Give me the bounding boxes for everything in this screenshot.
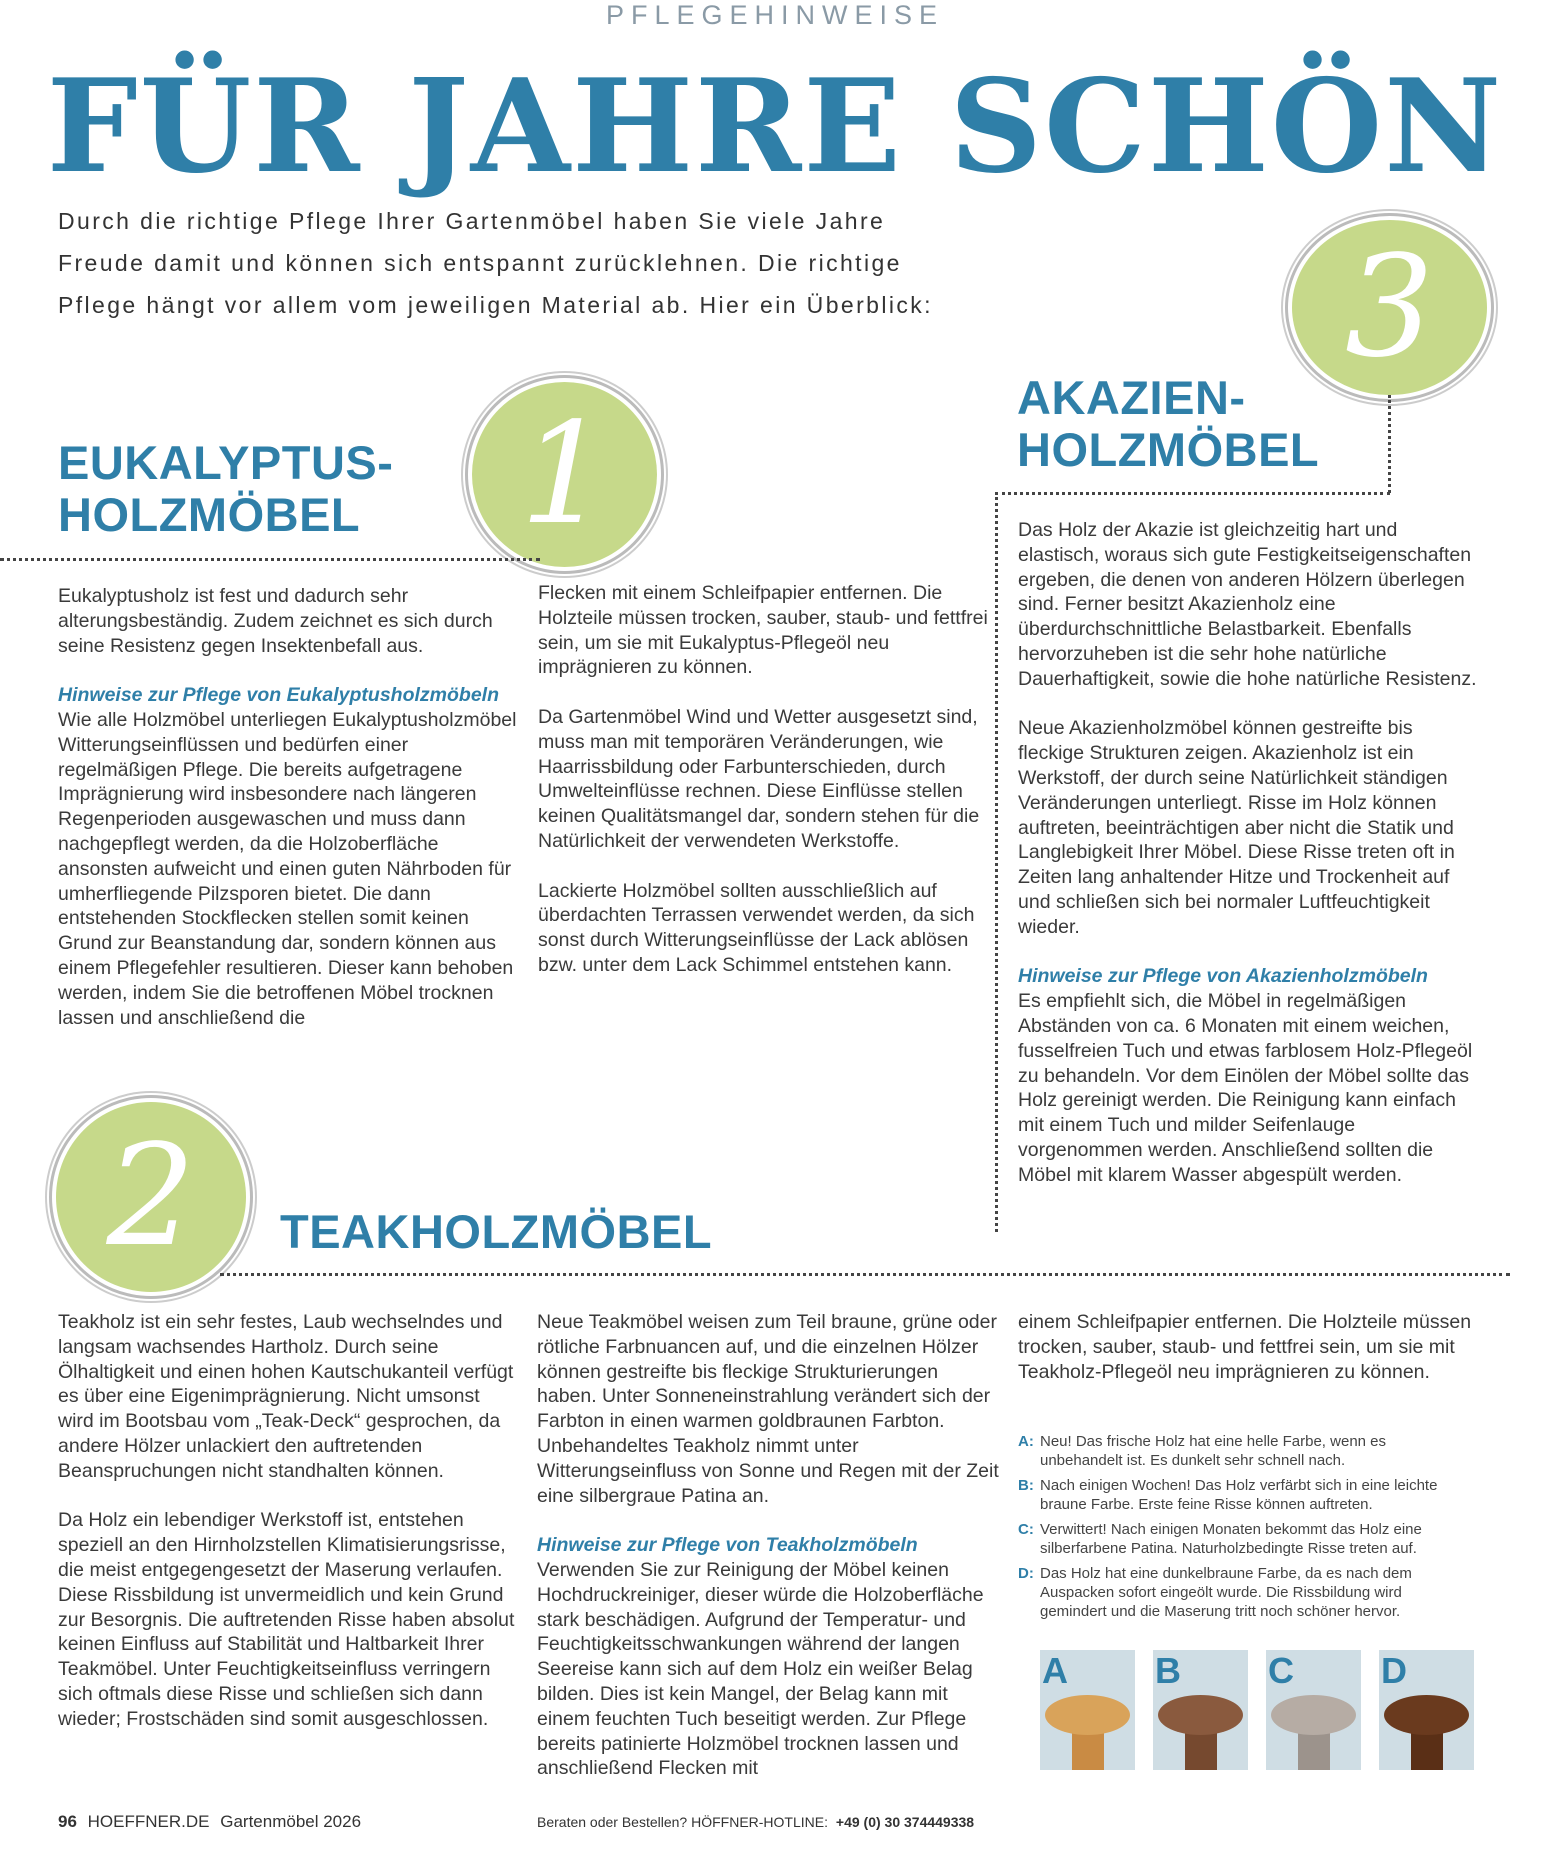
sample-tabletop xyxy=(1158,1695,1243,1735)
color-legend xyxy=(1018,1432,1468,1627)
divider xyxy=(220,1273,1510,1276)
legend-text: Das Holz hat eine dunkelbraune Farbe, da es nach dem Auspacken sofort eingeölt wurde. Die Rissbildung wird gemindert und die Maserung tritt noch schöner hervor. xyxy=(1040,1565,1412,1620)
wood-sample-d xyxy=(1379,1650,1474,1770)
title-line: HOLZMÖBEL xyxy=(58,488,361,541)
sample-tabletop xyxy=(1045,1695,1130,1735)
legend-text: Nach einigen Wochen! Das Holz verfärbt sich in eine leichte braune Farbe. Erste feine Risse können auftreten. xyxy=(1040,1477,1438,1513)
legend-item xyxy=(1018,1520,1468,1558)
hotline-number: +49 (0) 30 374449338 xyxy=(835,1814,975,1830)
intro-text: Durch die richtige Pflege Ihrer Gartenmöbel haben Sie viele Jahre Freude damit und können sich entspannt zurücklehnen. Die richtige Pflege hängt vor allem vom jeweiligen Material ab. Hier ein Überblick: xyxy=(58,208,933,318)
legend-item xyxy=(1018,1476,1468,1514)
legend-letter: A: xyxy=(1018,1433,1034,1450)
wood-sample-b xyxy=(1153,1650,1248,1770)
care-subheading: Hinweise zur Pflege von Teakholzmöbeln xyxy=(537,1534,918,1557)
paragraph: Wie alle Holzmöbel unterliegen Eukalyptusholzmöbel Witterungseinflüssen und bedürfen einer regelmäßigen Pflege. Die bereits aufgetragene Imprägnierung wird insbesondere nach längeren Regenperioden ausgewaschen und muss dann nachgepflegt werden, da die Holzoberfläche ansonsten aufweicht und einen guten Nährboden für umherfliegende Pilzsporen bietet. Die dann entstehenden Stockflecken stellen somit keinen Grund zur Beanstandung dar, sondern können aus einem Pflegefehler resultieren. Dieser kann behoben werden, indem Sie die betroffenen Möbel trocknen lassen und anschließend die xyxy=(58,708,517,1029)
badge-number: 3 xyxy=(1344,225,1435,389)
paragraph: Neue Teakmöbel weisen zum Teil braune, grüne oder rötliche Farbnuancen auf, und die einzelnen Hölzer können gestreifte bis fleckige Strukturierungen haben. Unter Sonneneinstrahlung verändert sich der Farbton in einen warmen goldbraunen Farbton. Unbehandeltes Teakholz nimmt unter Witterungseinfluss von Sonne und Regen mit der Zeit eine silbergraue Patina an. xyxy=(537,1311,999,1507)
title-line: AKAZIEN- xyxy=(1017,371,1246,424)
paragraph: Eukalyptusholz ist fest und dadurch sehr alterungsbeständig. Zudem zeichnet es sich durch seine Resistenz gegen Insektenbefall aus. xyxy=(58,585,493,657)
divider xyxy=(1388,395,1391,493)
paragraph: Da Gartenmöbel Wind und Wetter ausgesetzt sind, muss man mit temporären Veränderungen, wie Haarrissbildung oder Farbunterschieden, durch Umwelteinflüsse rechnen. Diese Einflüsse stellen keinen Qualitätsmangel dar, sondern stehen für die Natürlichkeit der verwendeten Werkstoffe. xyxy=(538,705,980,852)
badge-number: 1 xyxy=(519,392,610,556)
column-akazien xyxy=(1018,518,1484,1212)
site-name: HOEFFNER.DE xyxy=(87,1812,210,1831)
sample-tabletop xyxy=(1384,1695,1469,1735)
legend-letter: B: xyxy=(1018,1477,1034,1494)
column-eukalyptus-right xyxy=(538,581,994,1003)
column-teak-right xyxy=(1018,1310,1488,1409)
sample-label: B xyxy=(1155,1650,1181,1691)
wood-samples xyxy=(1040,1650,1480,1780)
legend-item xyxy=(1018,1564,1468,1621)
paragraph: Da Holz ein lebendiger Werkstoff ist, entstehen speziell an den Hirnholzstellen Klimatisierungsrisse, die meist entgegengesetzt der Maserung verlaufen. Diese Rissbildung ist unvermeidlich und kein Grund zur Besorgnis. Die auftretenden Risse haben absolut keinen Einfluss auf Stabilität und Haltbarkeit Ihrer Teakmöbel. Unter Feuchtigkeitseinfluss verringern sich oftmals diese Risse und schließen sich dann wieder; Frostschäden sind somit ausgeschlossen. xyxy=(58,1509,515,1730)
paragraph: Neue Akazienholzmöbel können gestreifte bis fleckige Strukturen zeigen. Akazienholz ist ein Werkstoff, der durch seine Natürlichkeit ständigen Veränderungen unterliegt. Risse im Holz können auftreten, beeinträchtigen aber nicht die Statik und Langlebigkeit Ihrer Möbel. Diese Risse treten oft in Zeiten lang anhaltender Hitze und Trockenheit auf und schließen sich bei normaler Luftfeuchtigkeit wieder. xyxy=(1018,717,1455,938)
divider xyxy=(995,492,998,1232)
title-line: EUKALYPTUS- xyxy=(58,436,394,489)
sample-label: C xyxy=(1268,1650,1294,1691)
title-line: HOLZMÖBEL xyxy=(1017,423,1320,476)
sample-label: A xyxy=(1042,1650,1068,1691)
page-number: 96 xyxy=(58,1812,77,1831)
paragraph: einem Schleifpapier entfernen. Die Holzteile müssen trocken, sauber, staub- und fettfrei sein, um sie mit Teakholz-Pflegeöl neu imprägnieren zu können. xyxy=(1018,1311,1472,1383)
paragraph: Lackierte Holzmöbel sollten ausschließlich auf überdachten Terrassen verwendet werden, da sich sonst durch Witterungseinflüsse der Lack ablösen bzw. unter dem Lack Schimmel entstehen kann. xyxy=(538,879,975,976)
number-badge-1 xyxy=(472,382,657,567)
legend-text: Verwittert! Nach einigen Monaten bekommt das Holz eine silberfarbene Patina. Naturholzbedingte Risse treten auf. xyxy=(1040,1521,1422,1557)
section-title-akazien xyxy=(1017,372,1319,476)
section-kicker: PFLEGEHINWEISE xyxy=(605,0,945,30)
page-headline: FÜR JAHRE SCHÖN xyxy=(46,52,1504,202)
number-badge-3 xyxy=(1292,220,1487,395)
column-teak-middle xyxy=(537,1310,999,1806)
legend-letter: D: xyxy=(1018,1565,1034,1582)
care-subheading: Hinweise zur Pflege von Akazienholzmöbeln xyxy=(1018,965,1428,988)
paragraph: Das Holz der Akazie ist gleichzeitig hart und elastisch, woraus sich gute Festigkeitseigenschaften ergeben, die denen von anderen Hölzern überlegen sind. Ferner besitzt Akazienholz eine überdurchschnittliche Belastbarkeit. Ebenfalls hervorzuheben ist die sehr hohe natürliche Dauerhaftigkeit, sowie die hohe natürliche Resistenz. xyxy=(1018,519,1477,690)
paragraph: Flecken mit einem Schleifpapier entfernen. Die Holzteile müssen trocken, sauber, staub- und fettfrei sein, um sie mit Eukalyptus-Pflegeöl neu imprägnieren zu können. xyxy=(538,582,988,679)
wood-sample-c xyxy=(1266,1650,1361,1770)
wood-sample-a xyxy=(1040,1650,1135,1770)
divider xyxy=(0,558,540,561)
divider xyxy=(995,492,1390,495)
catalog-name: Gartenmöbel 2026 xyxy=(220,1812,362,1831)
section-title-eukalyptus xyxy=(58,437,393,541)
footer-hotline xyxy=(537,1814,974,1830)
sample-label: D xyxy=(1381,1650,1407,1691)
column-teak-left xyxy=(58,1310,520,1756)
number-badge-2 xyxy=(56,1102,246,1292)
paragraph: Verwenden Sie zur Reinigung der Möbel keinen Hochdruckreiniger, dieser würde die Holzoberfläche stark beschädigen. Aufgrund der Temperatur- und Feuchtigkeitsschwankungen während der langen Seereise kann sich auf dem Holz ein weißer Belag bilden. Dies ist kein Mangel, der Belag kann mit einem feuchten Tuch beseitigt werden. Zur Pflege bereits patinierte Holzmöbel trocknen lassen und anschließend Flecken mit xyxy=(537,1558,984,1780)
section-title-teak: TEAKHOLZMÖBEL xyxy=(280,1205,713,1258)
column-eukalyptus-left xyxy=(58,584,520,1055)
legend-text: Neu! Das frische Holz hat eine helle Farbe, wenn es unbehandelt ist. Es dunkelt sehr schnell nach. xyxy=(1040,1433,1387,1469)
paragraph: Teakholz ist ein sehr festes, Laub wechselndes und langsam wachsendes Hartholz. Durch seine Ölhaltigkeit und einen hohen Kautschukanteil verfügt es über eine Eigenimprägnierung. Nicht umsonst wird im Bootsbau vom „Teak-Deck“ gesprochen, da andere Hölzer unlackiert den auftretenden Beanspruchungen nicht standhalten können. xyxy=(58,1311,514,1482)
hotline-label: Beraten oder Bestellen? HÖFFNER-HOTLINE: xyxy=(537,1814,828,1830)
care-subheading: Hinweise zur Pflege von Eukalyptusholzmöbeln xyxy=(58,684,499,707)
badge-number: 2 xyxy=(106,1115,196,1278)
legend-letter: C: xyxy=(1018,1521,1034,1538)
footer-left xyxy=(58,1812,361,1832)
legend-item xyxy=(1018,1432,1468,1470)
sample-tabletop xyxy=(1271,1695,1356,1735)
paragraph: Es empfiehlt sich, die Möbel in regelmäßigen Abständen von ca. 6 Monaten mit einem weichen, fusselfreien Tuch und etwas farblosem Holz-Pflegeöl zu behandeln. Vor dem Einölen der Möbel sollte das Holz gereinigt werden. Die Reinigung kann einfach mit einem Tuch und milder Seifenlauge vorgenommen werden. Anschließend sollten die Möbel mit klarem Wasser abgespült werden. xyxy=(1018,990,1473,1186)
